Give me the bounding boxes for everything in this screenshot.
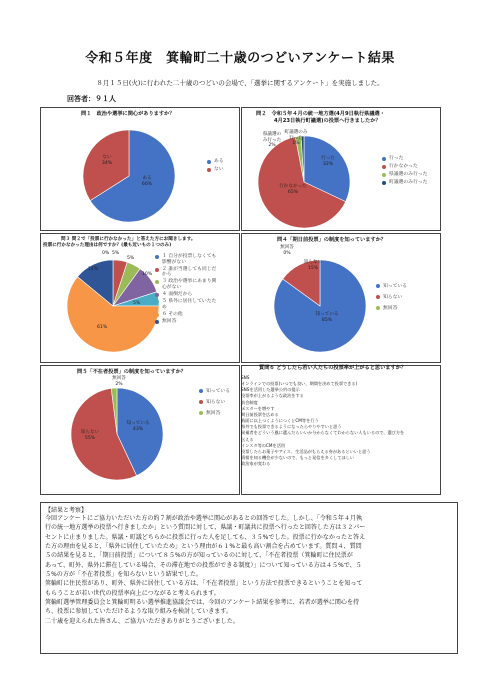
legend-swatch <box>155 280 159 284</box>
list-item: SNS <box>241 375 250 380</box>
list-item: 期日前投票を広める <box>241 411 279 417</box>
q5-label-shiranai-pct: 55% <box>84 435 96 441</box>
q5-legend-item <box>199 397 230 408</box>
q1-panel <box>40 107 240 231</box>
q3-legend-item <box>155 299 217 310</box>
conclusion-line: 二十歳を迎えられた皆さん、ご協力いただきありがとうございました。 <box>45 617 239 625</box>
q4-legend-label: 知らない <box>383 295 403 300</box>
q3-legend-item <box>155 312 217 318</box>
q4-legend-label: 知っている <box>383 284 407 289</box>
legend-swatch <box>382 181 386 185</box>
legend-swatch <box>376 306 380 310</box>
conclusion-line: もらうことが若い世代の投票率向上につながると考えられます。 <box>45 589 220 597</box>
conclusion-line: 行の統一地方選挙の投票へ行きましたか」という質問に対して、県議・町議共に投票へ行ったと回答した方は３２パー <box>45 524 366 532</box>
q4-label-mukaitou-name: 無回答 <box>280 245 294 250</box>
q1-legend-item <box>207 166 224 174</box>
legend-swatch <box>207 160 211 164</box>
q3-legend-label: ２ 誰が当選しても同じだから <box>162 266 217 278</box>
q3-legend-label: ５ 県外に居住していたため <box>162 299 217 310</box>
legend-swatch <box>199 411 203 415</box>
q2-label-kengi-name2: み行った <box>262 137 282 143</box>
q4-panel <box>241 233 441 363</box>
q3-panel <box>40 233 240 363</box>
q2-legend-label: 町議選のみ行った <box>389 180 428 185</box>
q5-legend-label: 無回答 <box>206 411 221 416</box>
q5-legend-label: 知っている <box>206 389 230 394</box>
q5-panel <box>40 365 240 495</box>
q4-legend-label: 無回答 <box>383 306 398 311</box>
legend-swatch <box>155 320 159 324</box>
q2-label-kengi <box>260 132 284 149</box>
list-item: 候補者をどういう風に選んだらいいか分からなくてわからない人もいるので、選び方を <box>241 430 405 436</box>
legend-swatch <box>376 284 380 288</box>
q1-legend-label: ある <box>214 159 224 164</box>
q2-label-chogi-name2: 行った <box>289 135 303 141</box>
page-subtitle: ８月１５日(火)に行われた二十歳のつどいの会場で、「選挙に関するアンケート」を実施しました。 <box>96 79 384 87</box>
legend-swatch <box>199 389 203 393</box>
q5-legend-item <box>199 386 230 397</box>
q4-legend-item <box>376 281 407 292</box>
q2-legend-item <box>382 171 427 179</box>
legend-swatch <box>199 400 203 404</box>
q2-legend-label: 県議選のみ行った <box>389 172 428 177</box>
q2-label-itta-pct: 32% <box>322 161 334 167</box>
q5-label-shitteiru <box>125 421 151 432</box>
q4-label-shitteiru-pct: 85% <box>321 317 333 323</box>
list-item: 投票したらお菓子やアイス、生活品がもらえる券があるといいと思う <box>241 448 371 454</box>
q2-legend-label: 行った <box>389 156 404 161</box>
conclusion-line: ち、投票に参加していただけるような取り組みを検討していきます。 <box>45 608 232 616</box>
q4-slices <box>274 260 366 352</box>
q3-title-line1: 問３ 問２で「投票に行かなかった」と答えた方にお聞きします。 <box>61 237 196 242</box>
q4-label-shiranai <box>302 260 324 271</box>
q3-pct-label: 61% <box>97 325 108 330</box>
q1-label-nai <box>101 155 113 166</box>
q5-title: 問５「不在者投票」の制度を知っていますか？ <box>77 369 186 375</box>
q4-pie-chart <box>242 234 440 362</box>
q3-pct-label: 5% <box>133 301 141 306</box>
conclusion-line: 箕輪町選挙管理委員会と箕輪町明るい選挙推進協議会では、今回のアンケート結果を参考に、若者が選挙に関心を持 <box>45 599 360 607</box>
list-item: 投票率が上がるような政治をする <box>241 393 304 399</box>
q5-legend-item <box>199 408 230 419</box>
conclusion-line: 今回アンケートにご協力いただいた方の約７割が政治や選挙に関心があるとの回答でした。しかし、「令和５年４月執 <box>45 515 363 522</box>
q3-legend-label: ４ 面倒だから <box>162 292 193 298</box>
q2-legend <box>382 155 427 187</box>
list-item: 情報を知る機会が少ないので、もっと発信を多くしてほしい <box>241 455 354 461</box>
legend-swatch <box>155 255 159 259</box>
conclusion-line: セントに止まりました。県議・町議どちらかに投票に行った人を足しても、３５%でした。投票に行かなかったと答え <box>45 533 366 541</box>
q3-title-line2: 投票に行かなかった理由は何ですか？(最も近いもの１つのみ) <box>43 243 172 248</box>
q1-label-nai-name: ない <box>102 155 112 160</box>
legend-swatch <box>382 157 386 161</box>
conclusion-line: た方の理由を見ると、「県外に居住していたため」という理由が６１%と最も高い割合を占めています。質問４、質問 <box>45 543 362 551</box>
q5-label-shitteiru-name: 知っている <box>126 421 150 426</box>
q2-panel <box>241 107 441 231</box>
q4-label-shiranai-pct: 15% <box>307 265 319 271</box>
q1-legend-label: ない <box>214 167 224 172</box>
q3-legend-label: ６ その他 <box>162 311 183 317</box>
q3-legend-label: 無回答 <box>162 318 177 324</box>
legend-swatch <box>382 173 386 177</box>
list-item: インスタ等のCMを活用 <box>241 442 286 448</box>
q1-label-aru <box>141 176 153 187</box>
list-item: 県外でも投票できるようになったらやりやすいと思う <box>241 424 342 430</box>
q3-pct-label: 10% <box>142 272 153 277</box>
conclusion-line: ５の結果を見ると、「期日前投票」について８５%の方が知っているのに対して、「不在者投票（箕輪町に住民票が <box>45 552 353 560</box>
q2-label-ikanakatta-pct: 65% <box>287 189 299 195</box>
q5-label-shitteiru-pct: 43% <box>132 426 144 432</box>
q4-legend <box>376 281 407 314</box>
q2-label-ikanakatta <box>276 184 310 195</box>
q2-legend-item <box>382 179 427 187</box>
conclusion-line: ５%の方が「不在者投票」を知らないという結果でした。 <box>45 571 202 579</box>
q4-label-shiranai-name: 知らない <box>303 260 323 265</box>
q3-legend <box>155 254 217 325</box>
q3-legend-item <box>155 254 217 265</box>
q2-label-chogi <box>282 130 310 147</box>
q6-title: 質問６ どうしたら若い人たちの投票率が上がると思いますか？ <box>259 365 407 371</box>
q4-legend-item <box>376 292 407 303</box>
list-item: 前会制度 <box>241 399 258 405</box>
q2-legend-label: 行かなかった <box>389 164 418 169</box>
q2-label-itta-name: 行った <box>321 156 335 161</box>
legend-swatch <box>155 313 159 317</box>
q1-label-nai-pct: 34% <box>101 160 113 166</box>
q1-legend <box>207 158 224 174</box>
conclusion-title: 【結果と考察】 <box>45 507 88 514</box>
q4-legend-item <box>376 303 407 314</box>
q2-legend-item <box>382 163 427 171</box>
q2-slices <box>258 136 350 228</box>
q5-label-shiranai <box>79 430 101 441</box>
list-item: ポスターを増やす <box>241 405 275 411</box>
conclusion-box <box>40 502 458 654</box>
q3-pct-label: 5% <box>112 251 120 256</box>
q1-label-aru-name: ある <box>142 176 152 181</box>
q4-label-shitteiru-name: 知っている <box>315 312 339 317</box>
q2-legend-item <box>382 155 427 163</box>
q1-slices <box>83 130 175 222</box>
page-title: 令和５年度 箕輪町二十歳のつどいアンケート結果 <box>85 51 395 66</box>
legend-swatch <box>382 165 386 169</box>
q3-legend-label: １ 自分が投票しなくても影響がない <box>162 254 217 265</box>
q5-label-mukaitou-pct: 2% <box>115 381 123 387</box>
q4-label-mukaitou-pct: 0% <box>283 250 291 256</box>
legend-swatch <box>155 268 159 272</box>
q5-legend-label: 知らない <box>206 400 226 405</box>
q4-label-shitteiru <box>314 312 340 323</box>
q2-label-chogi-pct: 1% <box>292 141 300 146</box>
q3-pct-label: 0% <box>102 251 110 256</box>
q1-title: 問１ 政治や選挙に関心がありますか？ <box>81 111 175 117</box>
q2-title-line2: 4月23日執行町議選)の投票へ行きましたか？ <box>274 117 381 124</box>
list-item: SNSを活用した選挙公約の提示 <box>241 387 300 393</box>
q2-label-chogi-name1: 町議選のみ <box>284 130 308 135</box>
legend-swatch <box>155 293 159 297</box>
q3-legend-item <box>155 292 217 298</box>
q2-label-kengi-name1: 県議選の <box>262 132 282 137</box>
list-item: 伝える <box>241 436 254 442</box>
q3-legend-label: ３ 政治や選挙にあまり関心がない <box>162 279 217 290</box>
q6-answer-list <box>241 375 404 467</box>
respondent-count: 回答者：９１人 <box>67 95 116 103</box>
q1-label-aru-pct: 66% <box>141 181 153 187</box>
list-item: 政治家が変わる <box>241 461 271 467</box>
q2-title-line1: 問２ 令和５年４月の統一地方選(4月9日執行県議選・ <box>256 111 385 117</box>
list-item: 紙面に以上つくようにつくとCM等を行う <box>241 418 319 424</box>
q3-legend-item <box>155 267 217 278</box>
conclusion-line: あって、町外、県外に滞在している場合、その滞在地での投票ができる制度）」について知っている方は４５%で、５ <box>45 561 362 569</box>
q2-label-itta <box>317 156 339 167</box>
q4-label-mukaitou <box>278 245 296 256</box>
q2-label-kengi-pct: 2% <box>268 143 276 148</box>
q5-legend <box>199 386 230 419</box>
q5-label-shiranai-name: 知らない <box>80 430 100 435</box>
q2-label-ikanakatta-name: 行かなかった <box>279 184 307 189</box>
legend-swatch <box>207 168 211 172</box>
conclusion-text <box>45 514 453 626</box>
q1-legend-item <box>207 158 224 166</box>
legend-swatch <box>155 300 159 304</box>
legend-swatch <box>376 295 380 299</box>
q3-legend-item <box>155 319 217 325</box>
q3-pct-label: 5% <box>127 256 135 261</box>
q3-legend-item <box>155 279 217 290</box>
conclusion-line: 箕輪町に住民票があり、町外、県外に居住している方は、「不在者投票」という方法で投票できるということを知って <box>45 580 363 588</box>
q4-title: 問４「期日前投票」の制度を知っていますか？ <box>277 237 386 243</box>
list-item: オンラインでの投票(いつでも良い、期間を決めて投票できる) <box>241 381 358 387</box>
q5-label-mukaitou-name: 無回答 <box>112 376 126 381</box>
q3-pct-label: 14% <box>88 267 99 272</box>
q5-label-mukaitou <box>110 376 128 387</box>
